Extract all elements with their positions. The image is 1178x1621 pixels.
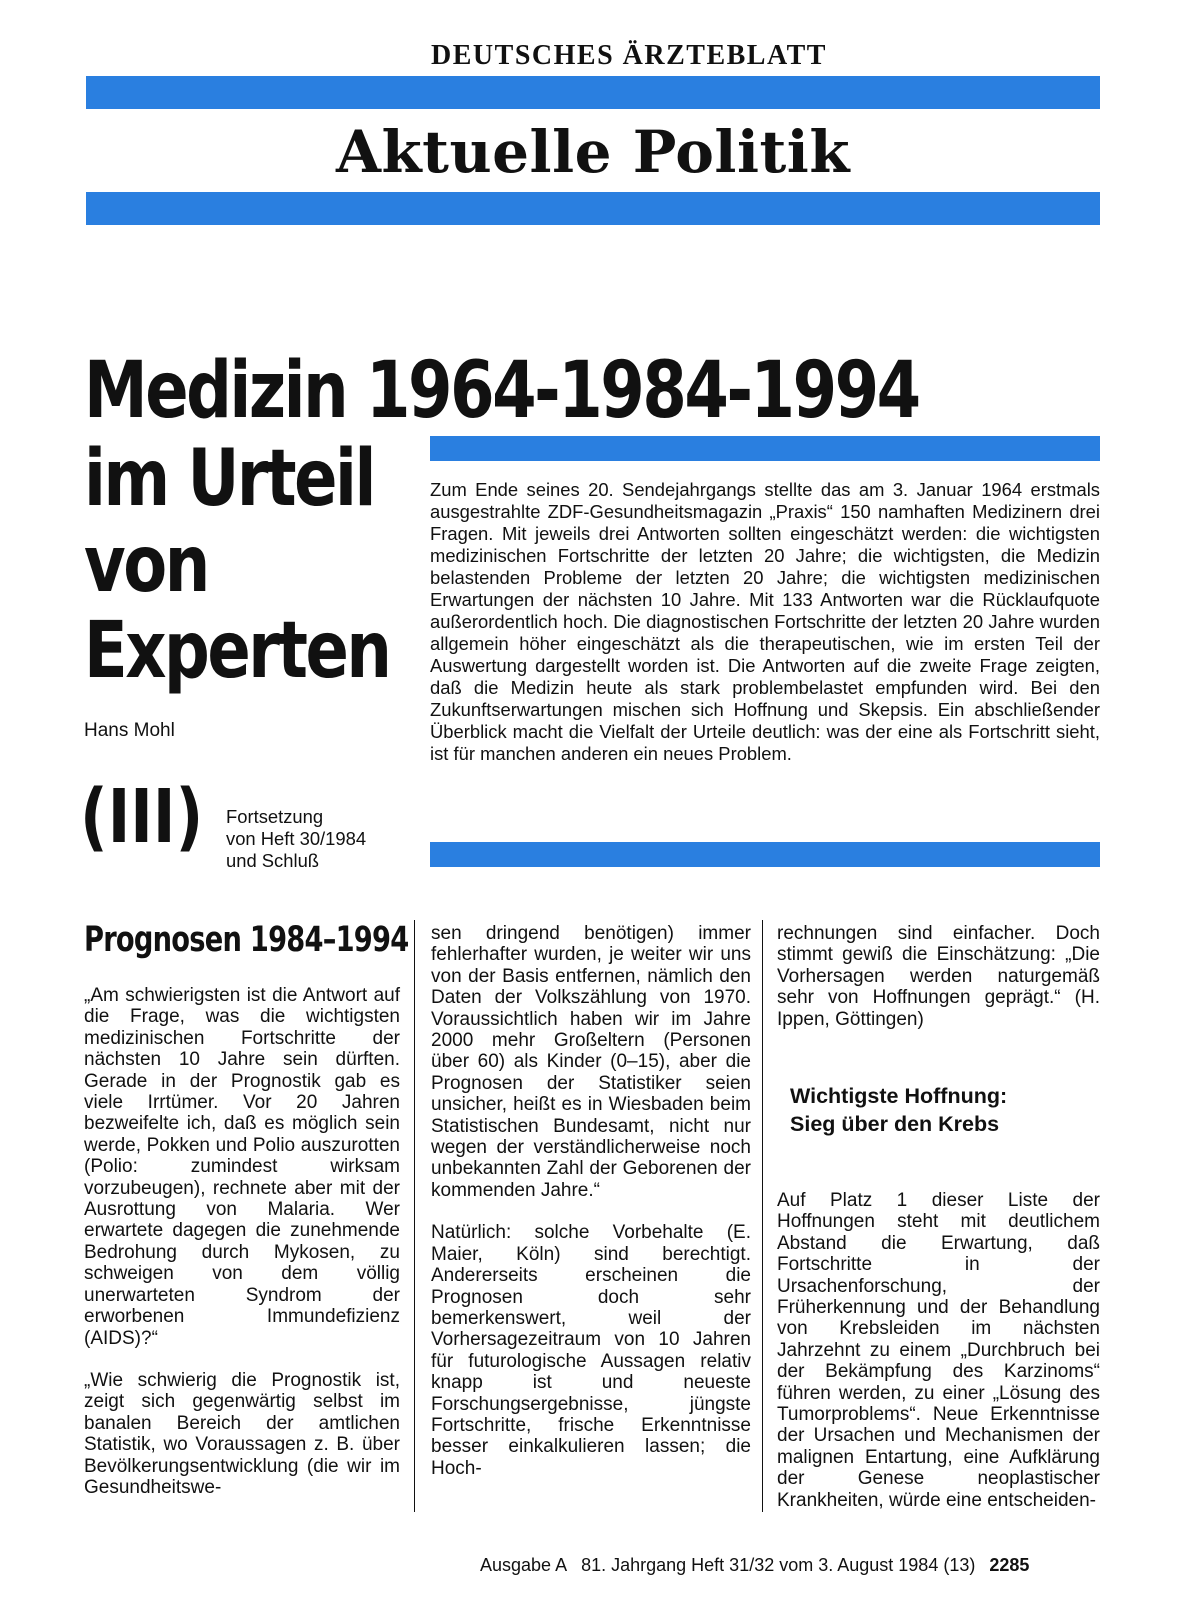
footer bbox=[480, 1555, 1029, 1576]
col3-paragraph: rechnungen sind einfacher. Doch stimmt gewiß die Einschätzung: „Die Vorhersagen werden naturgemäß sehr von Hoffnungen geprägt.“ (H. Ippen, Göttingen) bbox=[777, 923, 1100, 1030]
headline-line1: Medizin 1964-1984-1994 bbox=[84, 346, 919, 436]
part-note-line1: Fortsetzung bbox=[226, 806, 324, 827]
blue-rule-bottom bbox=[86, 192, 1100, 225]
lead-paragraph: Zum Ende seines 20. Sendejahrgangs stellte das am 3. Januar 1964 erstmals ausgestrahlte ZDF-Gesundheitsmagazin „Praxis“ 150 namhaften Medizinern drei Fragen. Mit jeweils drei Antworten sollten eingeschätzt werden: die wichtigsten medizinischen Fortschritte der letzten 20 Jahre; die wichtigsten, die Medizin belastenden Probleme der letzten 20 Jahre; die wichtigsten medizinischen Erwartungen der nächsten 10 Jahre. Mit 133 Antworten war die Rücklaufquote außerordentlich hoch. Die diagnostischen Fortschritte der letzten 20 Jahre wurden allgemein höher eingeschätzt als die therapeutischen, wie im ersten Teil der Auswertung dargestellt worden ist. Die Antworten auf die zweite Frage zeigten, daß die Medizin heute als stark problembelastet empfunden wird. Bei den Zukunftserwartungen mischen sich Hoffnung und Skepsis. Ein abschließender Überblick macht die Vielfalt der Urteile deutlich: was der eine als Fortschritt sieht, ist für manchen anderen ein neues Problem. bbox=[430, 479, 1100, 764]
headline-line3: von bbox=[84, 520, 208, 610]
col3-paragraph: Auf Platz 1 dieser Liste der Hoffnungen steht mit deutlichem Abstand die Erwartung, daß Fortschritte in der Ursachenforschung, der Früherkennung und der Behandlung von Krebsleiden im nächsten Jahrzehnt zu einem „Durchbruch bei der Bekämpfung des Karzinoms“ führen werden, zu einer „Lösung des Tumorproblems“. Neue Erkenntnisse der Ursachen und Mechanismen der malignen Entartung, eine Aufklärung der Genese neoplastischer Krankheiten, würde eine entscheiden- bbox=[777, 1190, 1100, 1511]
footer-issue: Ausgabe A 81. Jahrgang Heft 31/32 vom 3. August 1984 (13) bbox=[480, 1555, 976, 1575]
col1-paragraph: „Am schwierigsten ist die Antwort auf die Frage, was die wichtigsten medizinischen Fortschritte der nächsten 10 Jahre sein dürften. Gerade in der Prognostik gab es viele Irrtümer. Vor 20 Jahren bezweifelte ich, daß es möglich sein werde, Pokken und Polio auszurotten (Polio: zumindest wirksam vorzubeugen), rechnete aber mit der Ausrottung von Malaria. Wer erwartete dagegen die zunehmende Bedrohung durch Mykosen, zu schweigen von dem völlig unerwarteten Syndrom der erworbenen Immundefizienz (AIDS)?“ bbox=[84, 985, 400, 1349]
lead-rule-bottom bbox=[430, 842, 1100, 867]
col2-paragraph: Natürlich: solche Vorbehalte (E. Maier, Köln) sind berechtigt. Andererseits erscheinen die Prognosen doch sehr bemerkenswert, weil der Vorhersagezeitraum von 10 Jahren für futurologische Aussagen relativ knapp ist und neueste Forschungsergebnisse, jüngste Fortschritte, frische Erkenntnisse besser einkalkulieren lassen; die Hoch- bbox=[431, 1222, 751, 1479]
column-3-top bbox=[777, 923, 1100, 1051]
col1-paragraph: „Wie schwierig die Prognostik ist, zeigt sich gegenwärtig selbst im banalen Bereich der amtlichen Statistik, wo Voraussagen z. B. über Bevölkerungsentwicklung (die wir im Gesundheitswe- bbox=[84, 1369, 400, 1498]
heading-hoffnung-line2: Sieg über den Krebs bbox=[790, 1112, 1000, 1136]
masthead: DEUTSCHES ÄRZTEBLATT bbox=[431, 40, 827, 71]
lead-rule-top bbox=[430, 436, 1100, 461]
part-number: (III) bbox=[80, 774, 204, 860]
heading-hoffnung bbox=[790, 1082, 1007, 1138]
author: Hans Mohl bbox=[84, 720, 175, 741]
column-divider bbox=[414, 920, 415, 1512]
part-note-line2: von Heft 30/1984 bbox=[226, 828, 367, 849]
headline-line4: Experten bbox=[84, 606, 390, 696]
headline-rest bbox=[84, 436, 389, 694]
heading-hoffnung-line1: Wichtigste Hoffnung: bbox=[790, 1084, 1008, 1108]
part-note-line3: und Schluß bbox=[226, 850, 320, 871]
blue-rule-top bbox=[86, 76, 1100, 109]
page-number: 2285 bbox=[989, 1555, 1030, 1575]
section-title: Aktuelle Politik bbox=[335, 118, 851, 186]
heading-prognosen: Prognosen 1984–1994 bbox=[84, 920, 409, 960]
column-3-bottom bbox=[777, 1190, 1100, 1532]
part-note bbox=[226, 806, 366, 872]
column-1 bbox=[84, 985, 400, 1519]
col2-paragraph: sen dringend benötigen) immer fehlerhafter wurden, je weiter wir uns von der Basis entfernen, nämlich den Daten der Volkszählung von 1970. Voraussichtlich haben wir im Jahre 2000 mehr Großeltern (Personen über 60) als Kinder (0–15), aber die Prognosen der Statistiker seien unsicher, heißt es in Wiesbaden beim Statistischen Bundesamt, nicht nur wegen der verständlicherweise noch unbekannten Zahl der Geborenen der kommenden Jahre.“ bbox=[431, 923, 751, 1201]
column-divider bbox=[762, 920, 763, 1512]
headline-line2: im Urteil bbox=[84, 434, 374, 524]
column-2 bbox=[431, 923, 751, 1500]
